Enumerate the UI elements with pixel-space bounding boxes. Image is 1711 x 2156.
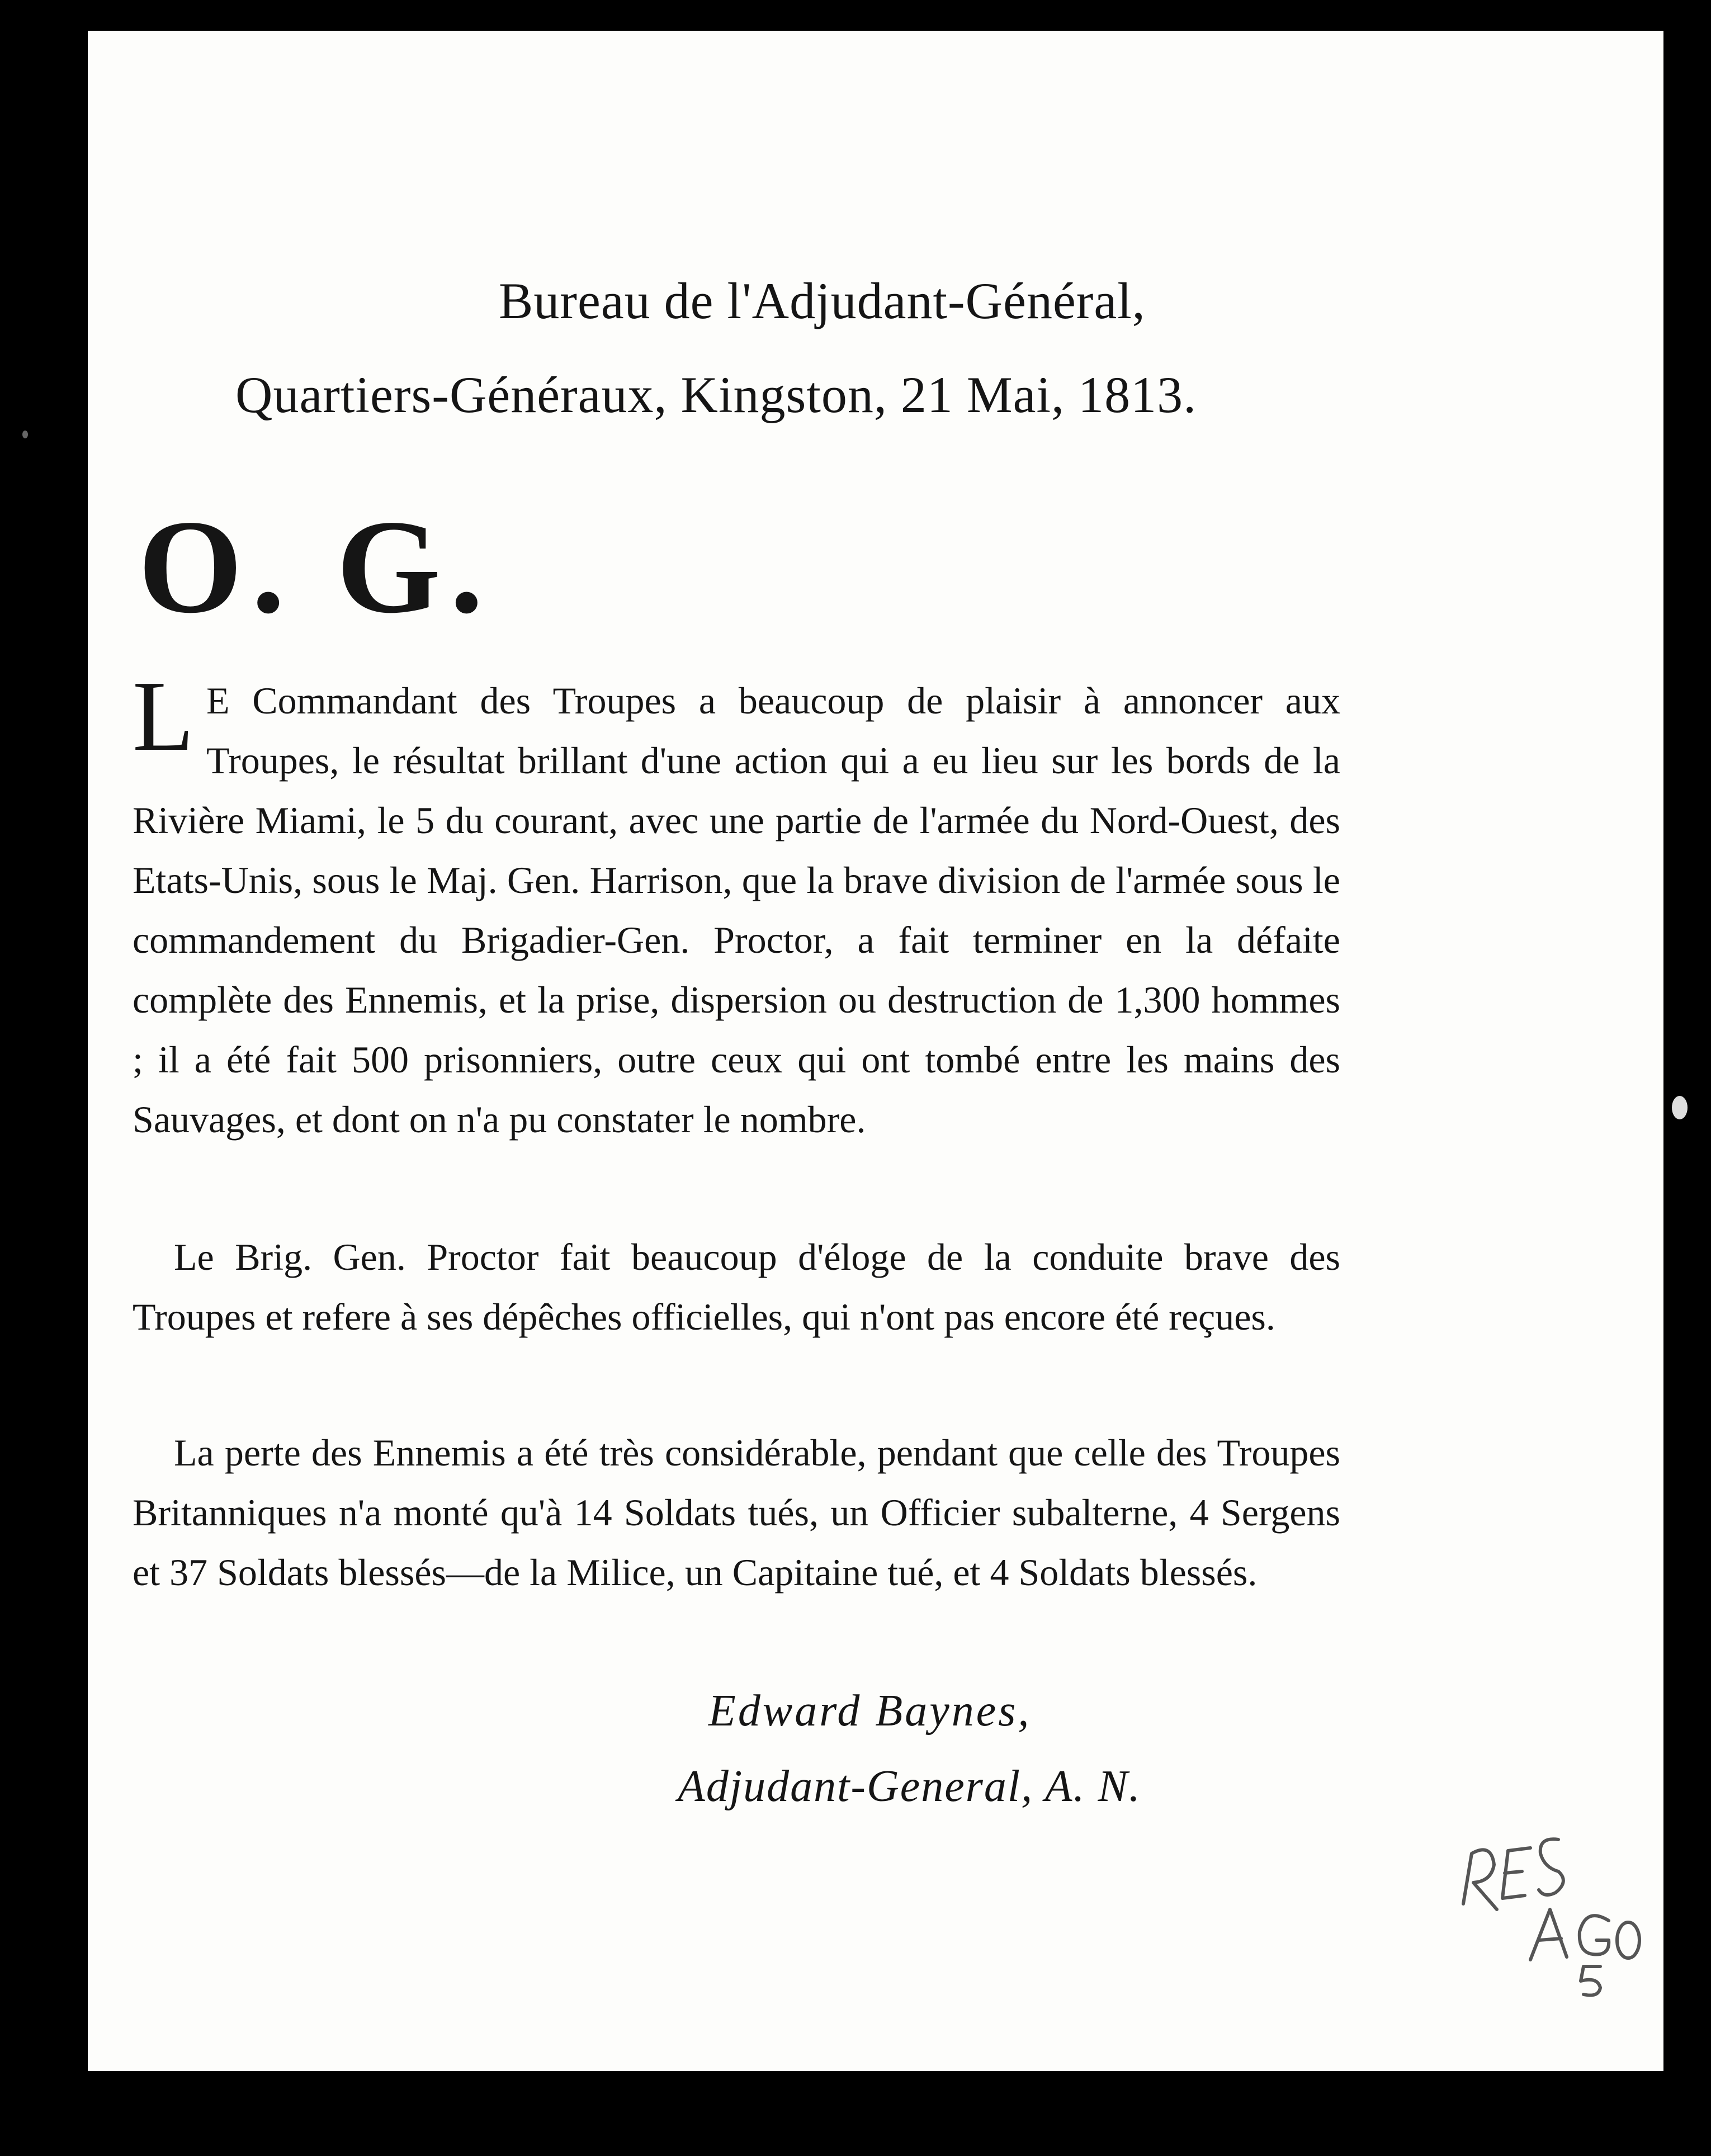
paragraph-3: La perte des Ennemis a été très considérable, pendant que celle des Troupes Britanniques n'a monté qu'à 14 Soldats tués, un Officier subalterne, 4 Sergens et 37 Soldats blessés—de la Milice, un Capitaine tué, et 4 Soldats blessés. [133, 1431, 1340, 1594]
drop-cap: L [133, 660, 194, 772]
paragraph-1-lead: E [206, 679, 230, 722]
signature-name: Edward Baynes, [708, 1686, 1032, 1736]
header-office: Bureau de l'Adjudant-Général, [499, 272, 1146, 329]
signature-title: Adjudant-General, A. N. [678, 1762, 1141, 1811]
paragraph-1 [133, 660, 1340, 1150]
paragraph-2: Le Brig. Gen. Proctor fait beaucoup d'éloge de la conduite brave des Troupes et refere à ses dépêches officielles, qui n'ont pas encore été reçues. [133, 1236, 1340, 1338]
document-title: O. G. [138, 492, 493, 641]
paragraph-1-text: Commandant des Troupes a beaucoup de plaisir à annoncer aux Troupes, le résultat brillant d'une action qui a eu lieu sur les bords de la Rivière Miami, le 5 du courant, avec une partie de l'armée du Nord-Ouest, des Etats-Unis, sous le Maj. Gen. Harrison, que la brave division de l'armée sous le commandement du Brigadier-Gen. Proctor, a fait terminer en la défaite complète des Ennemis, et la prise, dispersion ou destruction de 1,300 hommes ; il a été fait 500 prisonniers, outre ceux qui ont tombé entre les mains des Sauvages, et dont on n'a pu constater le nombre. [133, 679, 1340, 1141]
scan-speck [22, 431, 28, 438]
scan-speck [1672, 1096, 1688, 1119]
document-page [88, 31, 1663, 2071]
handwritten-shelfmark [1447, 1820, 1642, 1999]
header-place-date: Quartiers-Généraux, Kingston, 21 Mai, 1813. [235, 366, 1197, 423]
